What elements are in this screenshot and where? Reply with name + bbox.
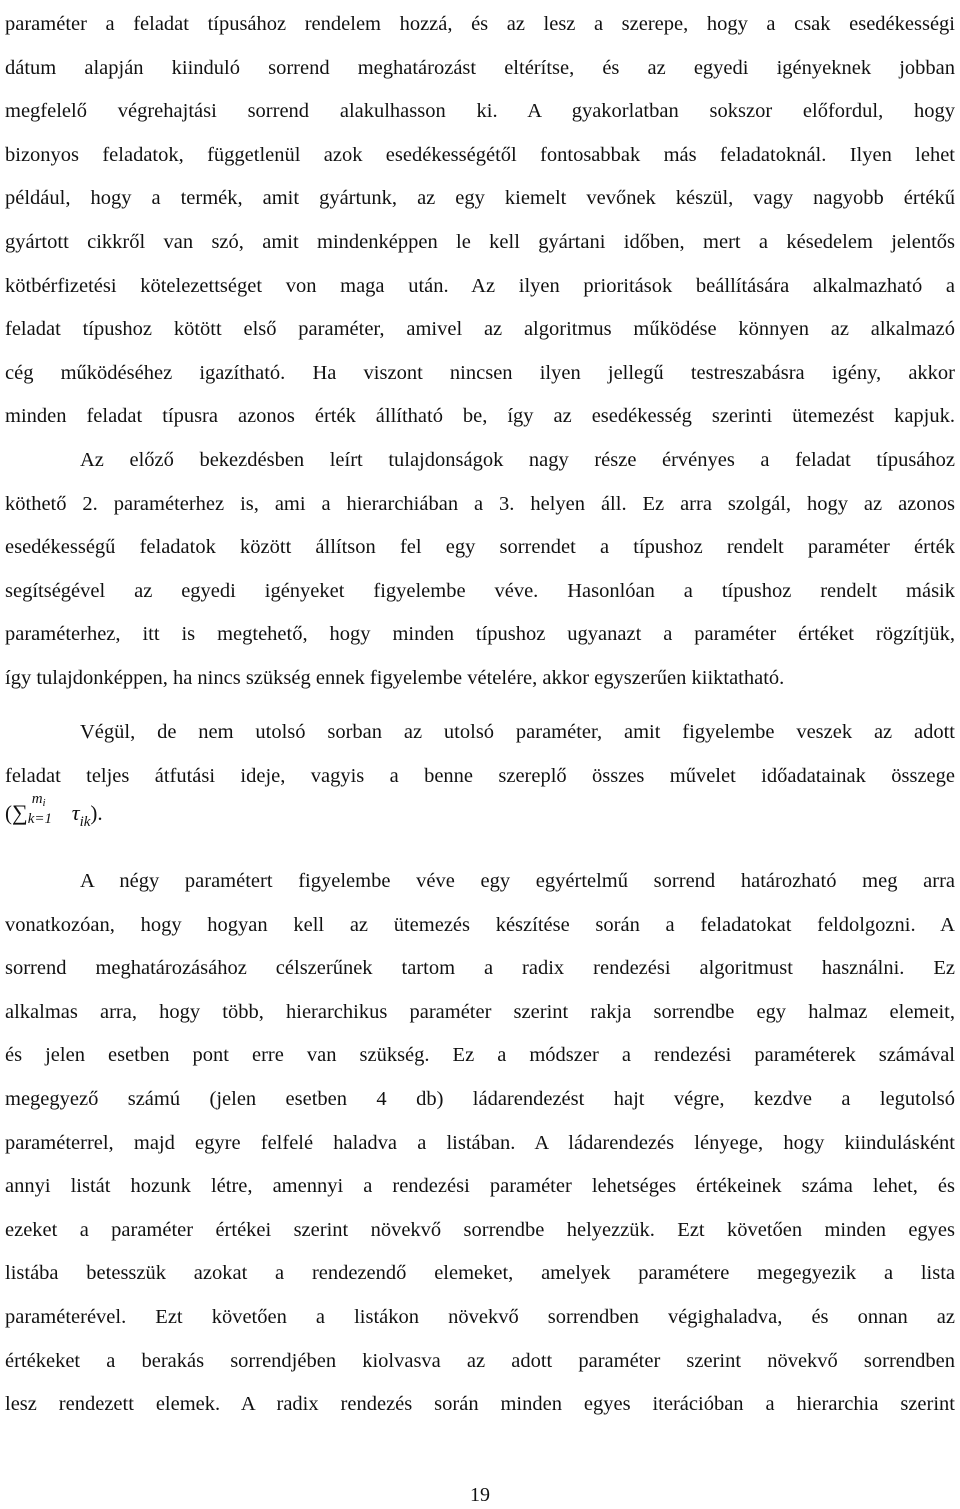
text-line: listába betesszük azokat a rendezendő elemeket, amelyek paramétere megegyezik a lista bbox=[5, 1262, 955, 1285]
text-line: annyi listát hozunk létre, amennyi a rendezési paraméter lehetséges értékeinek száma lehet, és bbox=[5, 1175, 955, 1198]
text-line: ezeket a paraméter értékei szerint növekvő sorrendbe helyezzük. Ezt követően minden egyes bbox=[5, 1218, 955, 1241]
text-line: feladat teljes átfutási ideje, vagyis a benne szereplő összes művelet időadatainak összege bbox=[5, 764, 955, 787]
text-line: köthető 2. paraméterhez is, ami a hierarchiában a 3. helyen áll. Ez arra szolgál, hogy az azonos bbox=[5, 492, 955, 515]
text-line: gyártott cikkről van szó, amit mindenképpen le kell gyártani időben, mert a késedelem jelentős bbox=[5, 230, 955, 253]
text-line: megegyező számú (jelen esetben 4 db) ládarendezést hajt végre, kezdve a legutolsó bbox=[5, 1087, 955, 1110]
text-line: Az előző bekezdésben leírt tulajdonságok nagy része érvényes a feladat típusához bbox=[80, 449, 955, 471]
text-line: segítségével az egyedi igényeket figyelembe véve. Hasonlóan a típushoz rendelt másik bbox=[5, 579, 955, 602]
text-line: vonatkozóan, hogy hogyan kell az ütemezés készítése során a feladatokat feldolgozni. A bbox=[5, 913, 955, 936]
sum-lower-limit: k=1 bbox=[27, 811, 52, 827]
formula-close-paren: ). bbox=[90, 800, 103, 825]
text-line: minden feladat típusra azonos érték állítható be, így az esedékesség szerinti ütemezést kapjuk. bbox=[5, 405, 955, 428]
paragraph-4 bbox=[5, 860, 955, 1427]
paragraph-3 bbox=[5, 711, 955, 798]
text-line: kötbérfizetési kötelezettséget von maga után. Az ilyen prioritások beállítására alkalmazható a bbox=[5, 274, 955, 297]
text-line: bizonyos feladatok, függetlenül azok esedékességétől fontosabbak más feladatoknál. Ilyen lehet bbox=[5, 143, 955, 166]
text-line: Végül, de nem utolsó sorban az utolsó paraméter, amit figyelembe veszek az adott bbox=[80, 721, 955, 743]
text-line: lesz rendezett elemek. A radix rendezés során minden egyes iterációban a hierarchia szerint bbox=[5, 1393, 955, 1416]
text-line: például, hogy a termék, amit gyártunk, az egy kiemelt vevőnek készül, vagy nagyobb értékű bbox=[5, 187, 955, 210]
text-line: esedékességű feladatok között állítson fel egy sorrendet a típushoz rendelt paraméter érték bbox=[5, 536, 955, 559]
tau-subscript: ik bbox=[79, 813, 91, 830]
tau-symbol: τ bbox=[71, 799, 80, 825]
sum-formula bbox=[5, 791, 103, 845]
document-page bbox=[5, 0, 955, 1509]
text-line: A négy paramétert figyelembe véve egy egyértelmű sorrend határozható meg arra bbox=[80, 870, 955, 892]
text-line: cég működéséhez igazítható. Ha viszont nincsen ilyen jellegű testreszabásra igény, akkor bbox=[5, 361, 955, 384]
text-line: sorrend meghatározásához célszerűnek tartom a radix rendezési algoritmust használni. Ez bbox=[5, 957, 955, 980]
page-number: 19 bbox=[470, 1484, 490, 1506]
paragraph-2 bbox=[5, 439, 955, 701]
text-line: paraméterhez, itt is megtehető, hogy minden típushoz ugyanazt a paraméter értéket rögzítjük, bbox=[5, 623, 955, 646]
text-line: értékeket a berakás sorrendjében kiolvasva az adott paraméter szerint növekvő sorrendben bbox=[5, 1349, 955, 1372]
text-line: dátum alapján kiinduló sorrend meghatározást eltérítse, és az egyedi igényeknek jobban bbox=[5, 56, 955, 79]
text-line: alkalmas arra, hogy több, hierarchikus paraméter szerint rakja sorrendbe egy halmaz elemeit, bbox=[5, 1000, 955, 1023]
text-line: paraméter a feladat típusához rendelem hozzá, és az lesz a szerepe, hogy a csak esedékességi bbox=[5, 13, 955, 35]
text-line: paraméterével. Ezt követően a listákon növekvő sorrendben végighaladva, és onnan az bbox=[5, 1305, 955, 1328]
text-line: és jelen esetben pont erre van szükség. Ez a módszer a rendezési paraméterek számával bbox=[5, 1044, 955, 1067]
text-line: megfelelő végrehajtási sorrend alakulhasson ki. A gyakorlatban sokszor előfordul, hogy bbox=[5, 100, 955, 123]
sum-limits bbox=[27, 791, 72, 835]
paragraph-1 bbox=[5, 3, 955, 439]
formula-open-paren: ( bbox=[5, 800, 12, 825]
text-line: paraméterrel, majd egyre felfelé haladva a listában. A ládarendezés lényege, hogy kiindulásként bbox=[5, 1131, 955, 1154]
text-line: így tulajdonképpen, ha nincs szükség ennek figyelembe vételére, akkor egyszerűen kiiktatható. bbox=[5, 666, 785, 689]
text-line: feladat típushoz kötött első paraméter, amivel az algoritmus működése könnyen az alkalmazó bbox=[5, 318, 955, 341]
sigma-symbol: ∑ bbox=[12, 799, 28, 825]
sum-upper-limit: $m_i$ bbox=[31, 791, 46, 809]
